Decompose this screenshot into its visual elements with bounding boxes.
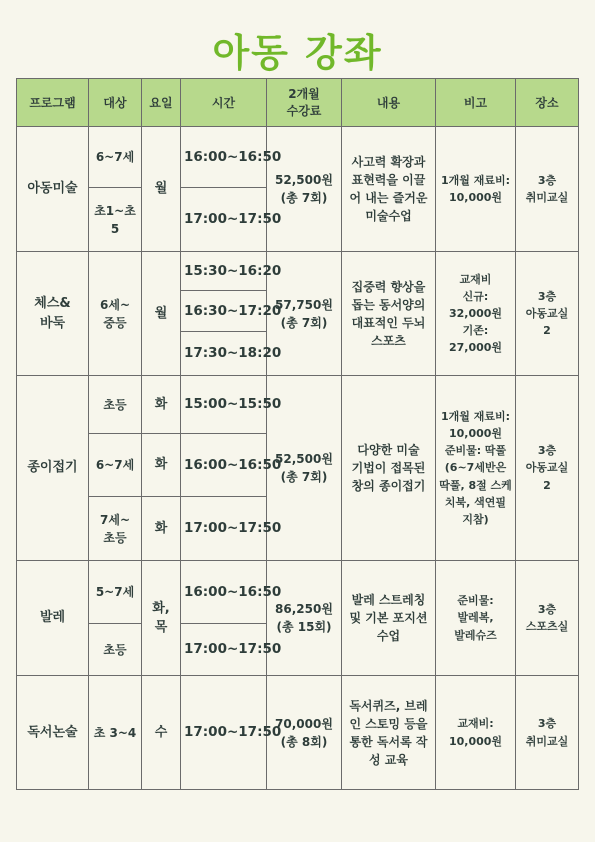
target-cell: 7세~ 초등 xyxy=(89,497,142,561)
course-table xyxy=(16,78,579,790)
time-cell: 15:00~15:50 xyxy=(181,376,267,434)
table-row xyxy=(17,376,579,434)
target-cell: 초등 xyxy=(89,376,142,434)
place-cell: 3층 스포츠실 xyxy=(516,561,579,676)
program-name: 독서논술 xyxy=(17,676,89,790)
time-cell: 15:30~16:20 xyxy=(181,252,267,291)
fee-cell: 70,000원 (총 8회) xyxy=(267,676,342,790)
table-row xyxy=(17,252,579,291)
time-cell: 16:30~17:20 xyxy=(181,291,267,332)
program-name: 종이접기 xyxy=(17,376,89,561)
header-time: 시간 xyxy=(181,79,267,127)
target-cell: 초 3~4 xyxy=(89,676,142,790)
day-cell: 화 xyxy=(142,434,181,497)
day-cell: 수 xyxy=(142,676,181,790)
time-cell: 16:00~16:50 xyxy=(181,434,267,497)
time-cell: 16:00~16:50 xyxy=(181,127,267,188)
day-cell: 화 xyxy=(142,497,181,561)
fee-cell: 52,500원 (총 7회) xyxy=(267,376,342,561)
header-row xyxy=(17,79,579,127)
target-cell: 6세~ 중등 xyxy=(89,252,142,376)
note-cell: 교재비: 10,000원 xyxy=(436,676,516,790)
target-cell: 6~7세 xyxy=(89,127,142,188)
fee-cell: 57,750원 (총 7회) xyxy=(267,252,342,376)
note-cell: 1개월 재료비: 10,000원 준비물: 딱풀 (6~7세반은 딱풀, 8절 스케 치북, 색연필 지참) xyxy=(436,376,516,561)
fee-cell: 52,500원 (총 7회) xyxy=(267,127,342,252)
target-cell: 초등 xyxy=(89,624,142,676)
program-name: 체스& 바둑 xyxy=(17,252,89,376)
place-cell: 3층 아동교실 2 xyxy=(516,252,579,376)
content-cell: 독서퀴즈, 브레 인 스토밍 등을 통한 독서록 작 성 교육 xyxy=(342,676,436,790)
header-place: 장소 xyxy=(516,79,579,127)
note-cell: 교재비 신규: 32,000원 기존: 27,000원 xyxy=(436,252,516,376)
day-cell: 월 xyxy=(142,127,181,252)
time-cell: 17:30~18:20 xyxy=(181,332,267,376)
place-cell: 3층 아동교실 2 xyxy=(516,376,579,561)
target-cell: 5~7세 xyxy=(89,561,142,624)
content-cell: 사고력 확장과 표현력을 이끌 어 내는 즐거운 미술수업 xyxy=(342,127,436,252)
header-note: 비고 xyxy=(436,79,516,127)
content-cell: 발레 스트레칭 및 기본 포지션 수업 xyxy=(342,561,436,676)
content-cell: 다양한 미술 기법이 접목된 창의 종이접기 xyxy=(342,376,436,561)
target-cell: 초1~초5 xyxy=(89,188,142,252)
program-name: 아동미술 xyxy=(17,127,89,252)
day-cell: 화, 목 xyxy=(142,561,181,676)
time-cell: 17:00~17:50 xyxy=(181,624,267,676)
header-content: 내용 xyxy=(342,79,436,127)
time-cell: 17:00~17:50 xyxy=(181,497,267,561)
page-title: 아동 강좌 xyxy=(212,31,383,75)
target-cell: 6~7세 xyxy=(89,434,142,497)
header-target: 대상 xyxy=(89,79,142,127)
header-day: 요일 xyxy=(142,79,181,127)
content-cell: 집중력 향상을 돕는 동서양의 대표적인 두뇌 스포츠 xyxy=(342,252,436,376)
time-cell: 17:00~17:50 xyxy=(181,188,267,252)
place-cell: 3층 취미교실 xyxy=(516,127,579,252)
note-cell: 1개월 재료비: 10,000원 xyxy=(436,127,516,252)
place-cell: 3층 취미교실 xyxy=(516,676,579,790)
day-cell: 화 xyxy=(142,376,181,434)
header-fee: 2개월 수강료 xyxy=(267,79,342,127)
header-program: 프로그램 xyxy=(17,79,89,127)
note-cell: 준비물: 발레복, 발레슈즈 xyxy=(436,561,516,676)
time-cell: 17:00~17:50 xyxy=(181,676,267,790)
table-row xyxy=(17,127,579,188)
fee-cell: 86,250원 (총 15회) xyxy=(267,561,342,676)
day-cell: 월 xyxy=(142,252,181,376)
table-row xyxy=(17,676,579,790)
time-cell: 16:00~16:50 xyxy=(181,561,267,624)
table-row xyxy=(17,561,579,624)
program-name: 발레 xyxy=(17,561,89,676)
